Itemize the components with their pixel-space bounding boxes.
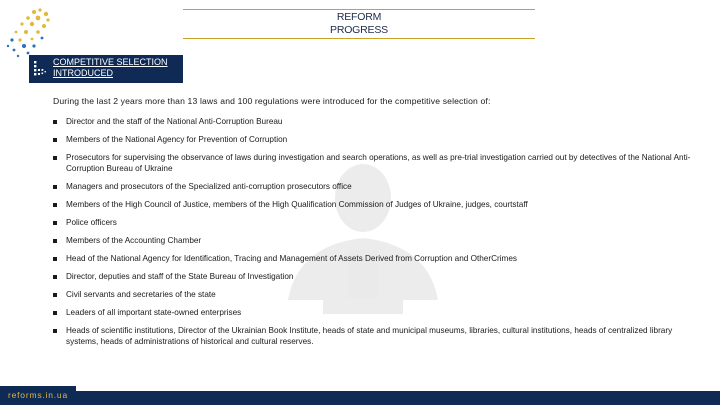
square-bullet-icon [53, 329, 57, 333]
list-item [53, 307, 703, 318]
list-item [53, 235, 703, 246]
square-bullet-icon [53, 239, 57, 243]
footer-site-link[interactable]: reforms.in.ua [0, 386, 76, 405]
list-item-text: Leaders of all important state-owned enterprises [66, 308, 242, 317]
dot-mark-icon [33, 60, 47, 78]
dot-grid-logo-icon [4, 6, 56, 58]
footer-bar [0, 391, 720, 405]
competitive-selection-list [53, 116, 703, 354]
list-item-text: Heads of scientific institutions, Director of the Ukrainian Book Institute, heads of state and municipal museums, libraries, cultural institutions, heads of centralized library systems, heads of administrations of historical and cultural reserves. [66, 326, 673, 346]
list-item-text: Members of the National Agency for Prevention of Corruption [66, 135, 288, 144]
section-title-line-2: INTRODUCED [53, 68, 113, 78]
list-item [53, 325, 703, 347]
list-item [53, 181, 703, 192]
list-item [53, 217, 703, 228]
square-bullet-icon [53, 293, 57, 297]
list-item [53, 253, 703, 264]
title-line-2: PROGRESS [330, 24, 388, 36]
title-line-1: REFORM [336, 11, 382, 23]
list-item [53, 289, 703, 300]
list-item-text: Police officers [66, 218, 117, 227]
list-item-text: Civil servants and secretaries of the state [66, 290, 216, 299]
list-item [53, 271, 703, 282]
list-item-text: Head of the National Agency for Identification, Tracing and Management of Assets Derived from Corruption and OtherCrimes [66, 254, 517, 263]
list-item [53, 152, 703, 174]
square-bullet-icon [53, 257, 57, 261]
square-bullet-icon [53, 221, 57, 225]
square-bullet-icon [53, 311, 57, 315]
intro-text: During the last 2 years more than 13 laws and 100 regulations were introduced for the competitive selection of: [53, 96, 491, 106]
list-item [53, 116, 703, 127]
square-bullet-icon [53, 156, 57, 160]
section-label-box [29, 55, 183, 83]
page-title [183, 11, 535, 37]
list-item-text: Director, deputies and staff of the State Bureau of Investigation [66, 272, 294, 281]
list-item [53, 199, 703, 210]
square-bullet-icon [53, 120, 57, 124]
header-bottom-rule [183, 38, 535, 39]
square-bullet-icon [53, 203, 57, 207]
square-bullet-icon [53, 185, 57, 189]
list-item-text: Members of the High Council of Justice, members of the High Qualification Commission of Judges of Ukraine, judges, courtstaff [66, 200, 528, 209]
section-title [53, 57, 181, 79]
square-bullet-icon [53, 275, 57, 279]
list-item-text: Members of the Accounting Chamber [66, 236, 202, 245]
list-item-text: Managers and prosecutors of the Specialized anti-corruption prosecutors office [66, 182, 352, 191]
header-top-rule [183, 9, 535, 10]
list-item-text: Prosecutors for supervising the observance of laws during investigation and search operations, as well as pre-trial investigation carried out by detectives of the National Anti-Corruption Bureau of Ukraine [66, 153, 691, 173]
list-item [53, 134, 703, 145]
square-bullet-icon [53, 138, 57, 142]
section-title-line-1: COMPETITIVE SELECTION [53, 57, 168, 67]
list-item-text: Director and the staff of the National Anti-Corruption Bureau [66, 117, 283, 126]
